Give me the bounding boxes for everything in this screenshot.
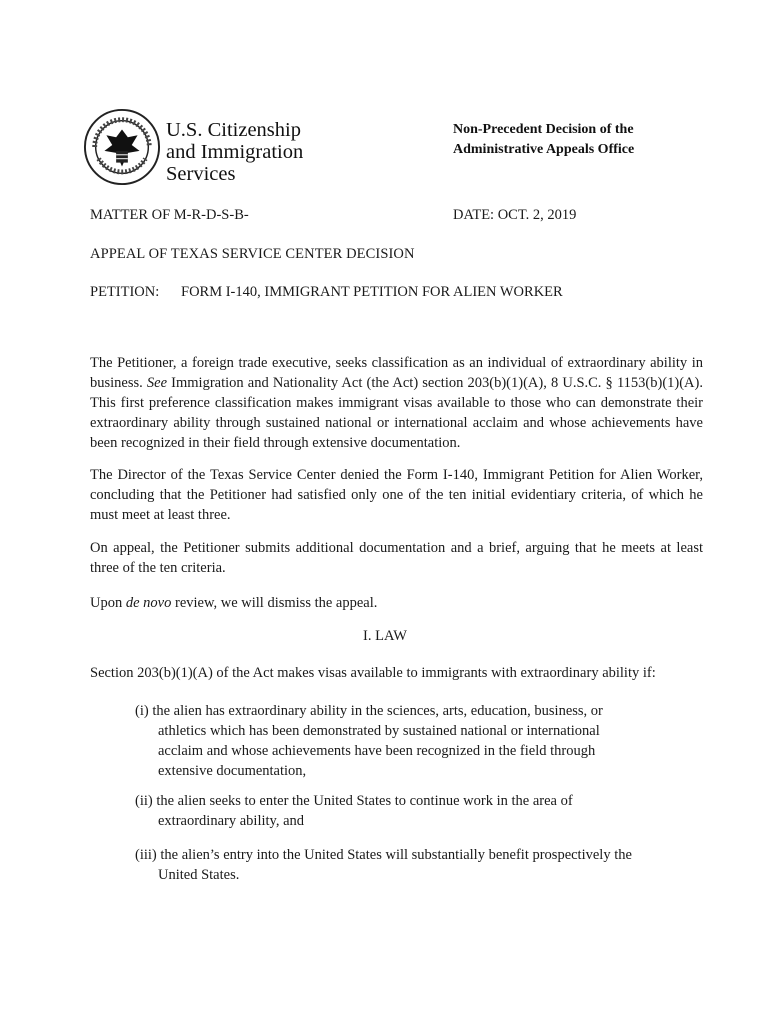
item-text: athletics which has been demonstrated by sustained national or international (158, 723, 600, 739)
agency-name (166, 119, 386, 185)
agency-line: and Immigration (166, 141, 304, 163)
criteria-item (136, 845, 659, 885)
decision-date: DATE: OCT. 2, 2019 (453, 207, 577, 223)
item-text: the alien’s entry into the United States will substantially benefit prospectively the (160, 847, 632, 863)
agency-line: U.S. Citizenship (166, 119, 301, 141)
item-text: United States. (158, 867, 240, 883)
petition-value: FORM I-140, IMMIGRANT PETITION FOR ALIEN WORKER (181, 284, 563, 300)
item-text: extensive documentation, (158, 763, 307, 779)
item-text: the alien has extraordinary ability in the sciences, arts, education, business, or (152, 703, 603, 719)
item-number: (ii) (135, 793, 153, 809)
item-text: the alien seeks to enter the United States to continue work in the area of (156, 793, 573, 809)
latin-term: de novo (125, 595, 172, 611)
agency-line: Services (166, 163, 236, 185)
decision-line: Administrative Appeals Office (453, 142, 635, 157)
criteria-item (136, 701, 659, 781)
item-text: extraordinary ability, and (158, 813, 305, 829)
appeal-caption: APPEAL OF TEXAS SERVICE CENTER DECISION (90, 246, 415, 262)
item-number: (i) (135, 703, 149, 719)
section-heading: I. LAW (363, 628, 407, 644)
paragraph-appeal: On appeal, the Petitioner submits additional documentation and a brief, arguing that he meets at least three of the ten criteria. (90, 540, 703, 576)
decision-type (453, 120, 713, 160)
paragraph-text: The Petitioner, a foreign trade executive, seeks classification as an individual of extraordinary ability in business. (90, 355, 703, 391)
paragraph-review (90, 593, 703, 613)
petition-label: PETITION: (90, 284, 160, 300)
item-number: (iii) (135, 847, 157, 863)
paragraph-director: The Director of the Texas Service Center denied the Form I-140, Immigrant Petition for Alien Worker, concluding that the Petitioner had satisfied only one of the ten initial evidentiary criteria, of which he must meet at least three. (90, 467, 703, 523)
paragraph-text: Immigration and Nationality Act (the Act) section 203(b)(1)(A), 8 U.S.C. § 1153(b)(1)(A). This first preference classification makes immigrant visas available to those who can demonstrate their extraordinary ability through sustained national or international acclaim and whose achievements have been recognized in their field through extensive documentation. (90, 375, 703, 451)
citation-signal: See (146, 375, 168, 391)
dhs-seal-icon (83, 108, 161, 186)
paragraph-text: Upon (90, 595, 126, 611)
section-intro: Section 203(b)(1)(A) of the Act makes visas available to immigrants with extraordinary ability if: (90, 665, 656, 681)
criteria-item (136, 791, 659, 831)
paragraph-text: review, we will dismiss the appeal. (171, 595, 378, 611)
paragraph-petitioner (90, 353, 703, 453)
decision-line: Non-Precedent Decision of the (453, 122, 634, 137)
item-text: acclaim and whose achievements have been recognized in the field through (158, 743, 596, 759)
matter-caption: MATTER OF M-R-D-S-B- (90, 207, 249, 223)
